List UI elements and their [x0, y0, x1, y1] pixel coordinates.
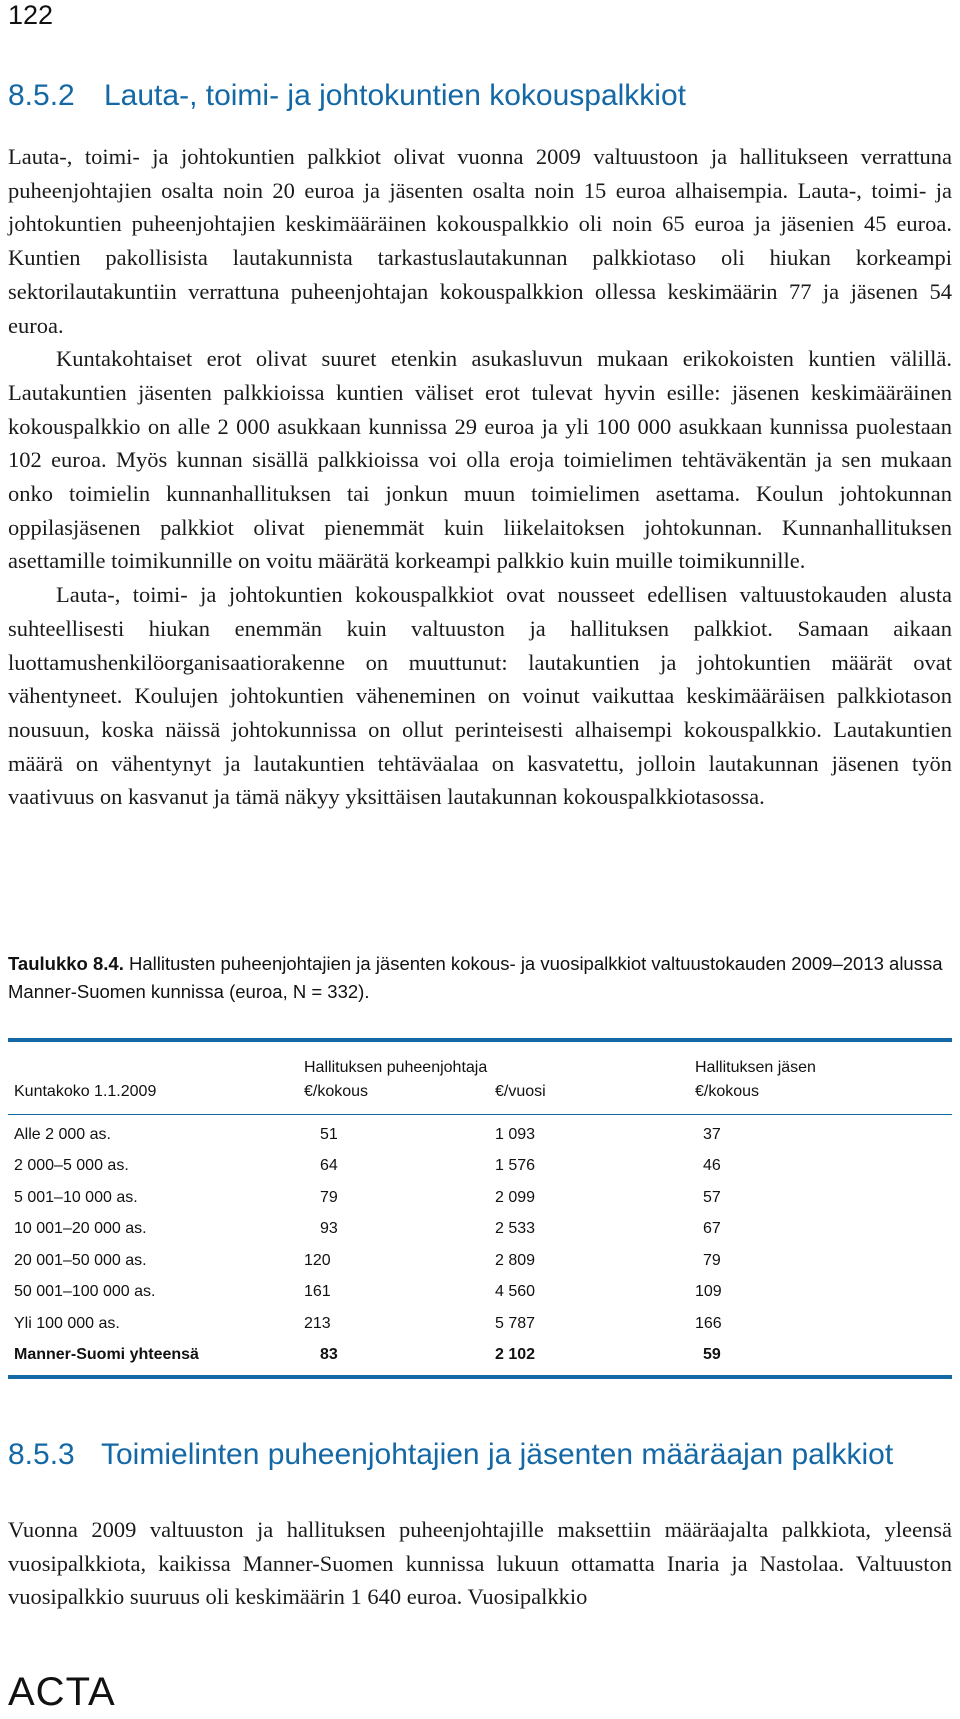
- table-caption-label: Taulukko 8.4.: [8, 953, 124, 974]
- paragraph: Lauta-, toimi- ja johtokuntien kokouspalkkiot ovat nousseet edellisen valtuustokauden alusta suhteellisesti hiukan enemmän kuin valtuuston ja hallituksen palkkiot. Samaan aikaan luottamushenkilöorganisaatiorakenne on muuttunut: lautakuntien ja johtokuntien määrät ovat vähentyneet. Koulujen johtokuntien väheneminen on voinut vaikuttaa keskimääräisen palkkiotason nousuun, koska näissä johtokunnissa on ollut perinteisesti alhaisempi kokouspalkkio. Lautakuntien määrä on vähentynyt ja lautakuntien tehtäväalaa on kasvatettu, jolloin lautakunnan jäsenen työn vaativuus on kasvanut ja tämä näkyy yksittäisen lautakunnan kokouspalkkiotasossa.: [8, 582, 952, 810]
- table-row: [8, 1151, 952, 1183]
- cell-chair-meeting: 120: [304, 1251, 331, 1269]
- table-caption-text: Hallitusten puheenjohtajien ja jäsenten kokous- ja vuosipalkkiot valtuustokauden 2009–2013 alussa Manner-Suomen kunnissa (euroa, N = 332).: [8, 953, 943, 1002]
- cell-chair-meeting: 51: [320, 1125, 338, 1143]
- section-heading-8-5-2: [8, 78, 686, 113]
- cell-member-meeting: 166: [695, 1314, 722, 1332]
- cell-member-meeting: 109: [695, 1283, 722, 1301]
- col-header-member-meeting: €/kokous: [695, 1080, 952, 1115]
- cell-chair-meeting: 79: [320, 1188, 338, 1206]
- cell-size: 10 001–20 000 as.: [14, 1220, 147, 1238]
- table-total-row: [8, 1340, 952, 1378]
- acta-logo: ACTA: [8, 1670, 116, 1714]
- cell-chair-annual: 2 533: [495, 1220, 536, 1238]
- cell-size: Yli 100 000 as.: [14, 1314, 120, 1332]
- cell-chair-annual: 4 560: [495, 1283, 536, 1301]
- cell-size: Alle 2 000 as.: [14, 1125, 111, 1143]
- table-row: [8, 1115, 952, 1151]
- cell-chair-annual: 5 787: [495, 1314, 536, 1332]
- section-title: Lauta-, toimi- ja johtokuntien kokouspalkkiot: [104, 79, 686, 112]
- cell-chair-meeting: 64: [320, 1157, 338, 1175]
- section-title: Toimielinten puheenjohtajien ja jäsenten määräajan palkkiot: [101, 1438, 894, 1471]
- table-row: [8, 1182, 952, 1214]
- table-row: [8, 1214, 952, 1246]
- table-caption: [8, 950, 952, 1006]
- cell-size: 50 001–100 000 as.: [14, 1283, 156, 1301]
- cell-member-meeting: 57: [703, 1188, 721, 1206]
- cell-member-meeting: 79: [703, 1251, 721, 1269]
- section-number: 8.5.3: [8, 1438, 75, 1471]
- section-8-5-2-body: [8, 140, 952, 814]
- paragraph: Kuntakohtaiset erot olivat suuret etenkin asukasluvun mukaan erikokoisten kuntien välillä. Lautakuntien jäsenten palkkioissa kuntien väliset erot tulevat hyvin esille: jäsenen keskimääräinen kokouspalkkio on alle 2 000 asukkaan kunnissa 29 euroa ja yli 100 000 asukkaan kunnissa puolestaan 102 euroa. Myös kunnan sisällä palkkioissa voi olla eroja toimielimen tehtäväkentän ja sen mukaan onko toimielin kunnanhallituksen tai jonkun muun toimielimen asettama. Koulun johtokunnan oppilasjäsenen palkkiot olivat pienemmät kuin liikelaitoksen johtokunnan. Kunnanhallituksen asettamille toimikunnille on voitu määrätä korkeampi palkkio kuin muille toimikunnille.: [8, 346, 952, 574]
- header-group-member: Hallituksen jäsen: [695, 1059, 816, 1076]
- paragraph: Vuonna 2009 valtuuston ja hallituksen puheenjohtajille maksettiin määräajalta palkkiota, yleensä vuosipalkkiota, kaikissa Manner-Suomen kunnissa lukuun ottamatta Inaria ja Nastolaa. Valtuuston vuosipalkkio suuruus oli keskimäärin 1 640 euroa. Vuosipalkkio: [8, 1517, 952, 1610]
- cell-size: Manner-Suomi yhteensä: [8, 1340, 304, 1378]
- cell-chair-meeting: 93: [320, 1220, 338, 1238]
- table-row: [8, 1277, 952, 1309]
- cell-chair-meeting: 213: [304, 1314, 331, 1332]
- col-header-chair-meeting: €/kokous: [304, 1080, 495, 1115]
- table-row: [8, 1245, 952, 1277]
- cell-size: 2 000–5 000 as.: [14, 1157, 129, 1175]
- cell-chair-meeting: 83: [304, 1340, 495, 1378]
- paragraph: Lauta-, toimi- ja johtokuntien palkkiot olivat vuonna 2009 valtuustoon ja hallitukseen verrattuna puheenjohtajien osalta noin 20 euroa ja jäsenten osalta noin 15 euroa alhaisempia. Lauta-, toimi- ja johtokuntien puheenjohtajien keskimääräinen kokouspalkkio oli noin 65 euroa ja jäsenien 45 euroa. Kuntien pakollisista lautakunnista tarkastuslautakunnan palkkiotaso oli hiukan korkeampi sektorilautakuntiin verrattuna puheenjohtajan kokouspalkkion ollessa keskimäärin 77 ja jäsenen 54 euroa.: [8, 144, 952, 338]
- cell-chair-annual: 2 809: [495, 1251, 536, 1269]
- cell-chair-annual: 1 576: [495, 1157, 536, 1175]
- section-heading-8-5-3: [8, 1437, 921, 1472]
- cell-member-meeting: 37: [703, 1125, 721, 1143]
- cell-size: 5 001–10 000 as.: [14, 1188, 138, 1206]
- col-header-size: Kuntakoko 1.1.2009: [8, 1080, 304, 1115]
- cell-member-meeting: 46: [703, 1157, 721, 1175]
- cell-chair-annual: 2 099: [495, 1188, 536, 1206]
- cell-size: 20 001–50 000 as.: [14, 1251, 147, 1269]
- col-header-chair-annual: €/vuosi: [495, 1080, 695, 1115]
- section-number: 8.5.2: [8, 79, 75, 112]
- cell-chair-annual: 1 093: [495, 1125, 536, 1143]
- section-8-5-3-body: [8, 1513, 952, 1614]
- page-number: 122: [8, 0, 54, 30]
- cell-chair-annual: 2 102: [495, 1340, 695, 1378]
- fee-table: [8, 1038, 952, 1379]
- cell-member-meeting: 67: [703, 1220, 721, 1238]
- cell-member-meeting: 59: [695, 1340, 952, 1378]
- cell-chair-meeting: 161: [304, 1283, 331, 1301]
- header-group-chair: Hallituksen puheenjohtaja: [304, 1059, 488, 1076]
- table-row: [8, 1308, 952, 1340]
